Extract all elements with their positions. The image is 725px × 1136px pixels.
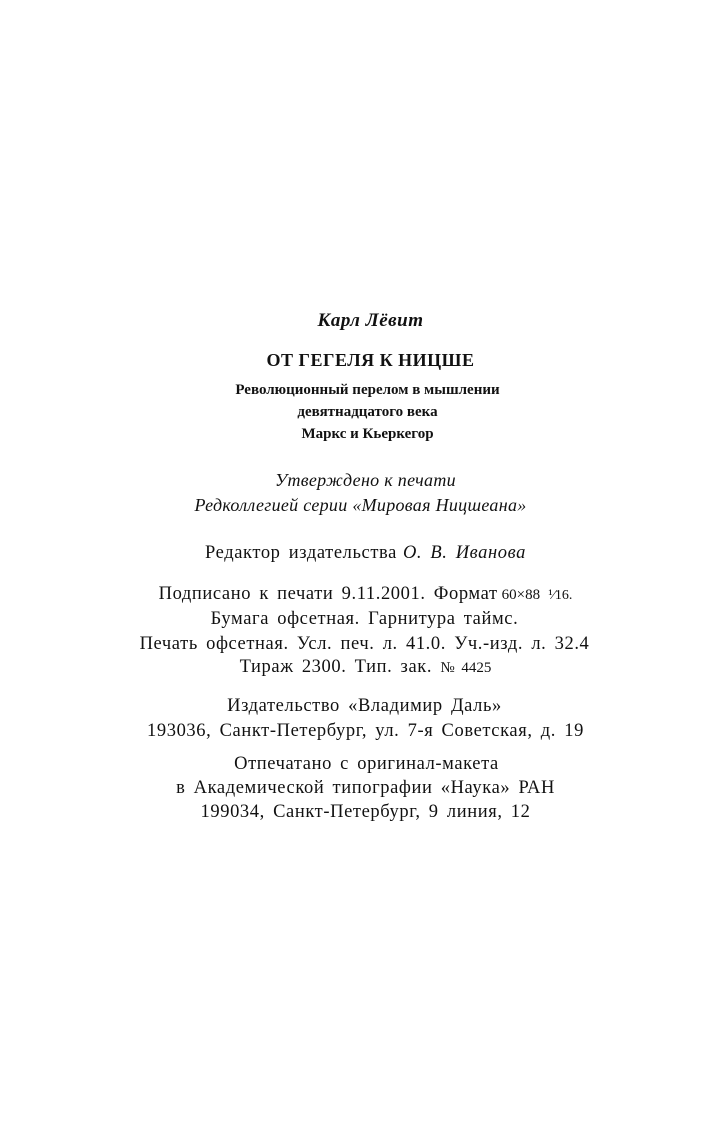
signed-to-print-text: Подписано к печати 9.11.2001. Формат [158,584,498,604]
editor-label: Редактор издательства [205,543,397,563]
printer-line-2: в Академической типографии «Наука» РАН [176,778,555,798]
format-value: 60×88 [501,587,541,603]
publisher-name: Издательство «Владимир Даль» [227,696,502,716]
printer-line-1: Отпечатано с оригинал-макета [234,754,499,774]
order-number: № 4425 [440,660,492,676]
format-fraction: ¹⁄16. [548,588,573,603]
paper-line: Бумага офсетная. Гарнитура таймс. [210,609,519,629]
circulation-text: Тираж 2300. Тип. зак. [239,657,433,677]
book-title: ОТ ГЕГЕЛЯ К НИЦШЕ [266,350,475,370]
publisher-address: 193036, Санкт-Петербург, ул. 7-я Советская, д. 19 [147,721,584,741]
editor-line [3,543,725,564]
approval-line-1: Утверждено к печати [275,470,456,490]
book-subtitle-line-1: Революционный перелом в мышлении [235,382,500,398]
printer-address: 199034, Санкт-Петербург, 9 линия, 12 [200,802,531,822]
book-author: Карл Лёвит [317,310,424,331]
approval-line-2: Редколлегией серии «Мировая Ницшеана» [194,495,527,515]
editor-name: О. В. Иванова [402,543,526,563]
print-info-line: Печать офсетная. Усл. печ. л. 41.0. Уч.-изд. л. 32.4 [139,634,590,654]
signed-to-print-line [3,584,725,605]
book-subtitle-line-3: Маркс и Кьеркегор [301,426,434,442]
book-subtitle-line-2: девятнадцатого века [297,404,438,420]
circulation-line [3,657,725,678]
